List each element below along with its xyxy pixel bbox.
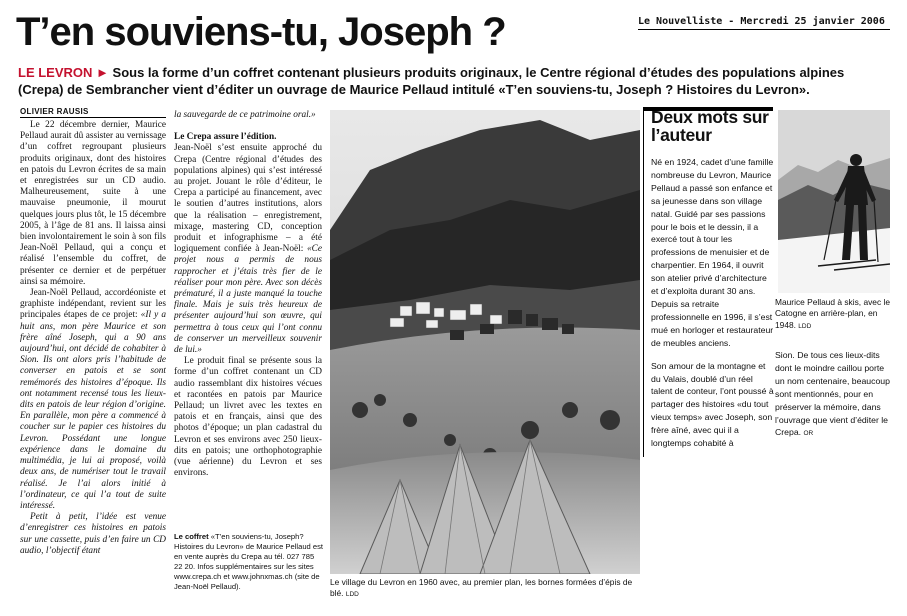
skier-photo-caption <box>775 297 893 332</box>
col1-paragraph <box>20 288 166 512</box>
col2-quote: la sauvegarde de ce patrimoine oral.» <box>174 110 316 120</box>
col2-subhead: Le Crepa assure l’édition. <box>174 132 277 143</box>
author-box-continued <box>775 349 893 441</box>
col2-paragraph <box>174 110 322 121</box>
coffret-info <box>174 532 324 592</box>
village-photo <box>330 110 640 574</box>
photo-credit: LDD <box>345 591 359 598</box>
author-paragraph: Son amour de la montagne et du Valais, doublé d’un réel talent de conteur, l’ont poussé à partager des histoires «du tout vieux temps» avec Joseph, son frère aîné, avec qui il a longtemps cohabité à <box>651 360 774 449</box>
coffret-label: Le coffret <box>174 532 209 541</box>
col1-paragraph: Le 22 décembre dernier, Maurice Pellaud aurait dû assister au vernissage d’un coffret regroupant plusieurs produits originaux, dont des histoires en patois du Levron écrites de sa main et enregistrées sur un CD audio. Malheureusement, suite à une mauvaise pneumonie, il mourut quelques jours plus tôt, le 15 décembre 2005, à l’âge de 81 ans. Il laissa ainsi bien involontairement le soin à son fils Jean-Noël Pellaud, qui a conçu et réalisé l’ensemble du coffret, de présenter ce dernier et de perpétuer ainsi sa mémoire. <box>20 120 166 287</box>
arrow-icon: ► <box>96 65 109 80</box>
col2-quote: «Ce projet nous a permis de nous rapprocher et j’étais très fier de le réaliser pour mon père. Avec son décès prématuré, il a juste manqué la touche finale. Mais je suis très heureux de présenter aujourd’hui son œuvre, qui permettra à tous ceux qui l’ont connu de conserver un merveilleux souvenir de lui.» <box>174 244 322 356</box>
col1-quote: «Il y a huit ans, mon père Maurice et son frère aîné Joseph, qui a 90 ans aujourd’hui, ont décidé de cohabiter à Sion. Ils ont alors pris l’habitude de converser en patois et se sont remémorés des histoires d’époque. Ils ont notamment recensé tous les lieux-dits en patois de leur région d’origine. En parallèle, mon père a commencé à coucher sur le papier ces histoires du Levron. Possédant une longue expérience dans le domaine du multimédia, je lui ai proposé, voilà deux ans, de numériser tout le travail réalisé. Je l’ai alors initié à l’ordinateur, ce qui l’a tout de suite intéressé. <box>20 310 166 511</box>
author-paragraph: Né en 1924, cadet d’une famille nombreuse du Levron, Maurice Pellaud a passé son enfance et sa jeunesse dans son village natal. Guidé par ses passions pour le bois et le dessin, il a exercé tout à tour les professions de menuisier et de charpentier. En 1964, il ouvrit son atelier privé d’architecture et d’exploita durant 30 ans. Depuis sa retraite professionnelle en 1996, il s’est mué en horloger et restaurateur de meubles anciens. <box>651 157 774 348</box>
author-box-text <box>651 156 775 456</box>
caption-text: Maurice Pellaud à skis, avec le Catogne en arrière-plan, en 1948. <box>775 297 890 330</box>
col1-quote: Petit à petit, l’idée est venue d’enregistrer ces histoires en patois sur une cassette, puis d’en faire un CD audio, l’objectif étant <box>20 512 166 556</box>
headline: T’en souviens-tu, Joseph ? <box>16 10 506 54</box>
author-box-title: Deux mots sur l’auteur <box>651 107 769 145</box>
author-signature: OR <box>803 430 814 438</box>
masthead: Le Nouvelliste - Mercredi 25 janvier 2006 <box>638 16 890 30</box>
col2-paragraph <box>174 143 322 356</box>
article-column-2 <box>174 110 322 535</box>
byline: OLIVIER RAUSIS <box>20 107 166 118</box>
skier-photo-image <box>778 110 890 293</box>
village-photo-caption <box>330 577 642 600</box>
lead-text: Sous la forme d’un coffret contenant plusieurs produits originaux, le Centre régional d’études des populations alpines (Crepa) de Sembrancher vient d’éditer un ouvrage de Maurice Pellaud intitulé «T’en souviens-tu, Joseph ? Histoires du Levron». <box>18 65 845 97</box>
lead-kicker: LE LEVRON <box>18 65 93 80</box>
col2-text: Jean-Noël s’est ensuite approché du Crepa (Centre régional d’études des populations alpines) qui s’est intéressé au projet. Jouant le rôle d’éditeur, le Crepa a participé au financement, avec le soutien d’autres institutions, alors que la réalisation – enregistrement, mixage, mastering CD, conception produit et infographisme – a été logiquement confiée à Jean-Noël: <box>174 143 322 255</box>
village-photo-image <box>330 110 640 574</box>
photo-credit: LDD <box>798 322 812 330</box>
skier-photo <box>778 110 890 293</box>
coffret-text: «T’en souviens-tu, Joseph? Histoires du Levron» de Maurice Pellaud est en vente auprès du Crepa au tél. 027 785 22 20. Infos supplémentaires sur les sites www.crepa.ch et www.johnxmas.ch (site de Jean-Noël Pellaud). <box>174 532 324 591</box>
col1-text: Jean-Noël Pellaud, accordéoniste et graphiste indépendant, revient sur les principales étapes de ce projet: <box>20 288 166 321</box>
article-column-1 <box>20 120 166 610</box>
col1-paragraph <box>20 512 166 557</box>
author-paragraph: Sion. De tous ces lieux-dits dont le moindre caillou porte un nom centenaire, beaucoup sont mentionnés, pour en préserver la mémoire, dans l’ouvrage que vient d’éditer le Crepa. <box>775 350 890 438</box>
caption-text: Le village du Levron en 1960 avec, au premier plan, les bornes formées d’épis de blé. <box>330 577 633 598</box>
col2-paragraph: Le produit final se présente sous la forme d’un coffret contenant un CD audio rassemblant dix histoires vécues et racontées en patois par Maurice Pellaud; un livret avec les textes en patois et en français, ainsi que des photos d’époque; un plan cadastral du Levron et ses environs avec 250 lieux-dits en patois; une orthophotographie (vue aérienne) du Levron et ses environs. <box>174 356 322 479</box>
lead-paragraph <box>18 64 890 98</box>
